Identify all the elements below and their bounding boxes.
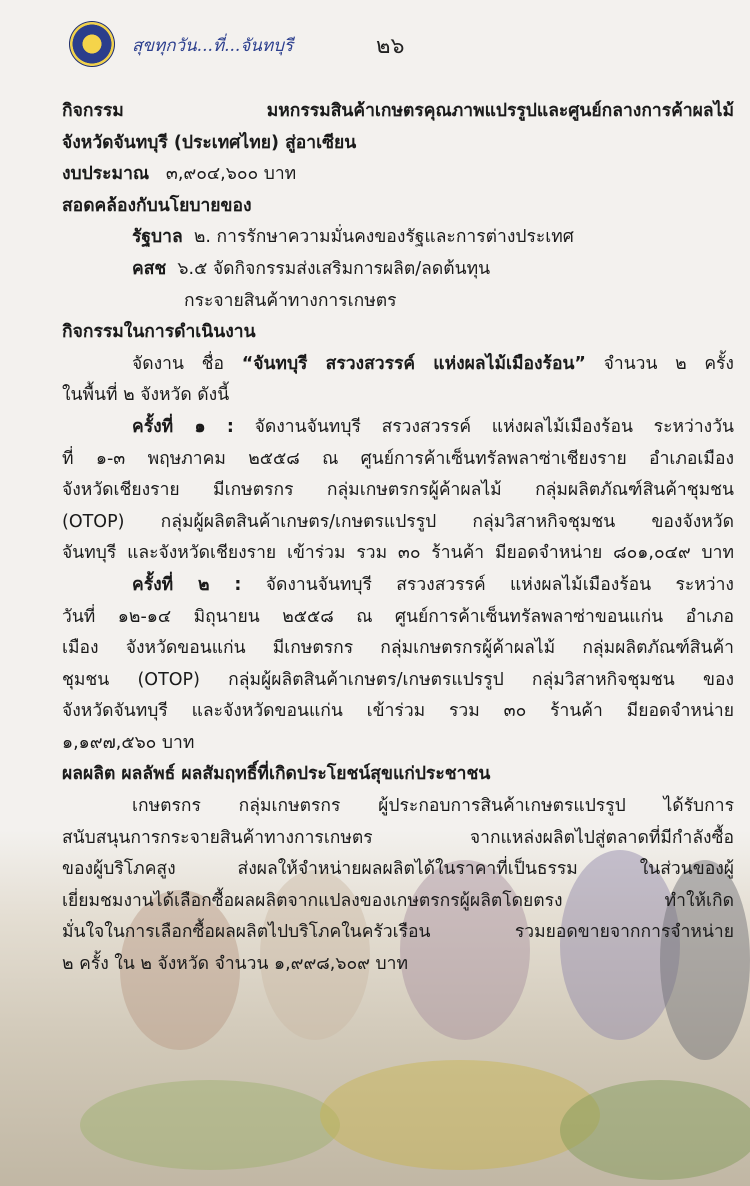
activity-line-2: จังหวัดจันทบุรี (ประเทศไทย) สู่อาเซียน [62,132,357,153]
round2-line-2: วันที่ ๑๒-๑๔ มิถุนายน ๒๕๕๘ ณ ศูนย์การค้าเซ็นทรัลพลาซ่าขอนแก่น อำเภอ [62,606,734,627]
activity-label: กิจกรรม [62,101,124,121]
outcomes-line-1: เกษตรกร กลุ่มเกษตรกร ผู้ประกอบการสินค้าเกษตรแปรรูป ได้รับการ [132,796,734,817]
round1-line-5: จันทบุรี และจังหวัดเชียงราย เข้าร่วม รวม ๓๐ ร้านค้า มียอดจำหน่าย ๘๐๑,๐๔๙ บาท [62,543,734,564]
operations-intro-2: ในพื้นที่ ๒ จังหวัด ดังนี้ [62,385,230,406]
government-label: รัฐบาล [132,227,183,248]
round2-line-6: ๑,๑๙๗,๕๖๐ บาท [62,732,195,753]
government-text: ๒. การรักษาความมั่นคงของรัฐและการต่างประเทศ [193,227,574,248]
page-header [60,22,700,72]
emblem-logo [70,22,114,66]
round1-label: ครั้งที่ ๑ : [132,416,234,437]
round2-line-5: จังหวัดจันทบุรี และจังหวัดขอนแก่น เข้าร่วม รวม ๓๐ ร้านค้า มียอดจำหน่าย [62,701,734,722]
outcomes-heading: ผลผลิต ผลลัพธ์ ผลสัมฤทธิ์ที่เกิดประโยชน์สุขแก่ประชาชน [62,764,491,785]
kss-label: คสช [132,258,167,279]
outcomes-line-3: ของผู้บริโภคสูง ส่งผลให้จำหน่ายผลผลิตได้ในราคาที่เป็นธรรม ในส่วนของผู้ [62,859,734,880]
budget-line [62,159,734,191]
round1-line-4: (OTOP) กลุ่มผู้ผลิตสินค้าเกษตร/เกษตรแปรรูป กลุ่มวิสาหกิจชุมชน ของจังหวัด [62,511,734,532]
intro-suffix: จำนวน ๒ ครั้ง [603,353,734,374]
policy-heading: สอดคล้องกับนโยบายของ [62,195,252,216]
budget-label: งบประมาณ [62,164,150,185]
round1-text: จัดงานจันทบุรี สรวงสวรรค์ แห่งผลไม้เมืองร้อน ระหว่างวัน [254,416,734,437]
kss-text: ๖.๕ จัดกิจกรรมส่งเสริมการผลิต/ลดต้นทุน [177,258,491,279]
round1-line-3: จังหวัดเชียงราย มีเกษตรกร กลุ่มเกษตรกรผู้ค้าผลไม้ กลุ่มผลิตภัณฑ์สินค้าชุมชน [62,480,734,501]
round2-line-4: ชุมชน (OTOP) กลุ่มผู้ผลิตสินค้าเกษตร/เกษตรแปรรูป กลุ่มวิสาหกิจชุมชน ของ [62,669,734,690]
activity-name: มหกรรมสินค้าเกษตรคุณภาพแปรรูปและศูนย์กลางการค้าผลไม้ [266,101,734,121]
operations-heading: กิจกรรมในการดำเนินงาน [62,322,256,343]
operations-intro [62,349,734,381]
outcomes-line-5: มั่นใจในการเลือกซื้อผลผลิตไปบริโภคในครัวเรือน รวมยอดขายจากการจำหน่าย [62,922,734,943]
document-body [62,96,734,981]
header-title: สุขทุกวัน...ที่...จันทบุรี [132,36,294,56]
round2-label: ครั้งที่ ๒ : [132,574,242,595]
activity-line-1 [62,96,734,128]
page-number: ๒๖ [376,34,405,59]
intro-prefix: จัดงาน ชื่อ [132,353,225,374]
round1-line-2: ที่ ๑-๓ พฤษภาคม ๒๕๕๘ ณ ศูนย์การค้าเซ็นทรัลพลาซ่าเชียงราย อำเภอเมือง [62,448,734,469]
policy-government [62,222,734,254]
policy-kss-continued: กระจายสินค้าทางการเกษตร [184,290,397,311]
round2-line-1 [62,570,734,602]
outcomes-line-2: สนับสนุนการกระจายสินค้าทางการเกษตร จากแหล่งผลิตไปสู่ตลาดที่มีกำลังซื้อ [62,827,734,848]
policy-kss [62,254,734,286]
round2-text: จัดงานจันทบุรี สรวงสวรรค์ แห่งผลไม้เมืองร้อน ระหว่าง [265,574,734,595]
event-name: “จันทบุรี สรวงสวรรค์ แห่งผลไม้เมืองร้อน” [241,353,586,374]
round2-line-3: เมือง จังหวัดขอนแก่น มีเกษตรกร กลุ่มเกษตรกรผู้ค้าผลไม้ กลุ่มผลิตภัณฑ์สินค้า [62,638,734,659]
outcomes-line-6: ๒ ครั้ง ใน ๒ จังหวัด จำนวน ๑,๙๙๘,๖๐๙ บาท [62,954,408,975]
budget-value: ๓,๙๐๔,๖๐๐ บาท [165,164,297,185]
outcomes-line-4: เยี่ยมชมงานได้เลือกซื้อผลผลิตจากแปลงของเกษตรกรผู้ผลิตโดยตรง ทำให้เกิด [62,890,734,911]
round1-line-1 [62,412,734,444]
